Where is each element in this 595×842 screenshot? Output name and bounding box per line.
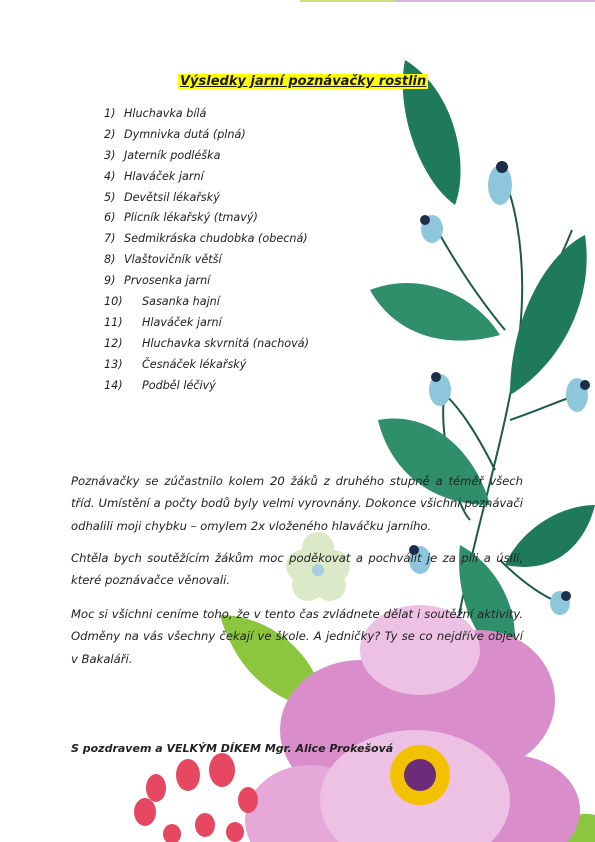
list-item: 8) Vlaštovičník větší (104, 253, 309, 274)
list-item: 6) Plicník lékařský (tmavý) (104, 211, 309, 232)
list-item: 12) Hluchavka skvrnitá (nachová) (104, 337, 309, 358)
list-item: 1) Hluchavka bílá (104, 107, 309, 128)
results-list (104, 107, 309, 399)
list-item: 11) Hlaváček jarní (104, 316, 309, 337)
plant-name: Sasanka hajní (142, 295, 220, 309)
plant-name: Vlaštovičník větší (124, 253, 222, 267)
leaf-upper-left (370, 283, 500, 341)
list-item: 13) Česnáček lékařský (104, 358, 309, 379)
list-item: 14) Podběl léčivý (104, 379, 309, 400)
list-item: 10) Sasanka hajní (104, 295, 309, 316)
list-item: 7) Sedmikráska chudobka (obecná) (104, 232, 309, 253)
plant-name: Devětsil lékařský (124, 190, 220, 204)
plant-name: Dymnivka dutá (plná) (124, 127, 246, 141)
plant-name: Prvosenka jarní (124, 274, 211, 288)
page-title: Výsledky jarní poznávačky rostlin (180, 74, 427, 89)
plant-name: Plicník lékařský (tmavý) (124, 211, 258, 225)
plant-name: Sedmikráska chudobka (obecná) (124, 232, 308, 246)
signature: S pozdravem a VELKÝM DÍKEM Mgr. Alice Prokešová (71, 742, 394, 755)
list-item: 3) Jaterník podléška (104, 149, 309, 170)
plant-name: Jaterník podléška (124, 148, 221, 162)
list-item: 9) Prvosenka jarní (104, 274, 309, 295)
list-item: 5) Devětsil lékařský (104, 191, 309, 212)
thanks-paragraph: Chtěla bych soutěžícím žákům moc poděkovat a pochválit je za píli a úsilí, které poznávačce věnovali. (71, 551, 523, 588)
plant-name: Hlaváček jarní (124, 169, 204, 183)
list-item: 4) Hlaváček jarní (104, 170, 309, 191)
plant-name: Hluchavka bílá (124, 107, 207, 120)
plant-name: Podběl léčivý (142, 378, 216, 392)
plant-name: Česnáček lékařský (142, 357, 247, 371)
red-flower-clusters (134, 753, 258, 842)
participants-paragraph: Poznávačky se zúčastnilo kolem 20 žáků z druhého stupně a téměř všech tříd. Umístění a počty bodů byly velmi vyrovnány. Dokonce všichni poznávači odhalili moji chybku – omylem 2x vloženého hlaváčku jarního. (71, 474, 523, 533)
plant-name: Hlaváček jarní (142, 315, 222, 329)
plant-name: Hluchavka skvrnitá (nachová) (142, 336, 309, 350)
list-item: 2) Dymnivka dutá (plná) (104, 128, 309, 149)
rewards-paragraph: Moc si všichni ceníme toho, že v tento čas zvládnete dělat i soutěžní aktivity. Odměny na vás všechny čekají ve škole. A jedničky? Ty se co nejdříve objeví v Bakaláři. (71, 607, 523, 666)
